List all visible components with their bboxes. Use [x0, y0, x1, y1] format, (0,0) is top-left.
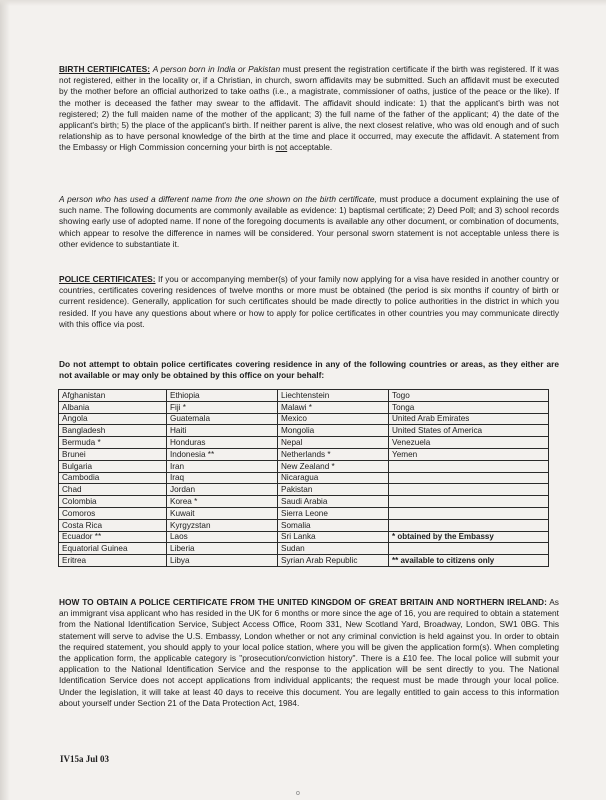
table-row [59, 425, 549, 437]
country-table [58, 389, 549, 567]
table-cell: United States of America [389, 425, 549, 437]
table-cell: Netherlands * [278, 448, 389, 460]
table-cell: Nepal [278, 437, 389, 449]
table-row [59, 531, 549, 543]
birth-certificates-heading: BIRTH CERTIFICATES: [59, 64, 151, 74]
table-cell: Jordan [167, 484, 278, 496]
table-cell: Brunei [59, 448, 167, 460]
table-cell: Somalia [278, 519, 389, 531]
page-top-shadow [0, 0, 606, 6]
table-row [59, 543, 549, 555]
table-cell: Liberia [167, 543, 278, 555]
table-cell: Cambodia [59, 472, 167, 484]
different-name-paragraph [59, 194, 559, 250]
table-cell: Eritrea [59, 555, 167, 567]
table-cell: Korea * [167, 496, 278, 508]
table-cell [389, 472, 549, 484]
table-row [59, 413, 549, 425]
table-cell: Comoros [59, 507, 167, 519]
table-row [59, 484, 549, 496]
table-cell: Sri Lanka [278, 531, 389, 543]
table-row [59, 390, 549, 402]
table-cell: Indonesia ** [167, 448, 278, 460]
table-cell: Iran [167, 460, 278, 472]
table-cell: ** available to citizens only [389, 555, 549, 567]
table-cell [389, 519, 549, 531]
table-cell [389, 484, 549, 496]
police-certificates-paragraph [59, 274, 559, 330]
table-cell: Sierra Leone [278, 507, 389, 519]
table-cell: Pakistan [278, 484, 389, 496]
uk-police-text: As an immigrant visa applicant who has resided in the UK for 6 months or more since the age of 16, you are required to obtain a statement from the National Identification Service, Subject Access Office, Room 331, New Scotland Yard, Broadway, London, SW1 0BG. This statement will serve to advise the U.S. Embassy, London whether or not any criminal conviction is held against you. In order to obtain the required statement, you should apply to your local police station, where you will be given the application form(s). When completing the application form, the applicable category is "prosecution/conviction history". There is a £10 fee. The local police will submit your application to the National Identification Service and the response to the application will be sent directly to you. The National Identification Service does not accept applications from individual applicants; the request must be made through your local police. Under the legislation, it will take at least 40 days to receive this document. You are legally entitled to gain access to this information about yourself under Section 21 of the Data Protection Act, 1984. [59, 597, 559, 708]
table-cell: Costa Rica [59, 519, 167, 531]
table-cell: Ethiopia [167, 390, 278, 402]
birth-certificates-lead: A person born in India or Pakistan [152, 64, 281, 74]
table-cell: * obtained by the Embassy [389, 531, 549, 543]
table-row [59, 460, 549, 472]
table-cell: Sudan [278, 543, 389, 555]
birth-certificates-paragraph [59, 64, 559, 154]
birth-certificates-ending: acceptable. [287, 142, 333, 153]
table-cell: Venezuela [389, 437, 549, 449]
table-row [59, 472, 549, 484]
table-cell: Kyrgyzstan [167, 519, 278, 531]
table-cell: Equatorial Guinea [59, 543, 167, 555]
table-cell: Mexico [278, 413, 389, 425]
form-code: IV15a Jul 03 [60, 754, 110, 764]
country-warning: Do not attempt to obtain police certificates covering residence in any of the following countries or areas, as they either are not available or may only be obtained by this office on your behalf: [59, 359, 559, 381]
table-cell: Iraq [167, 472, 278, 484]
table-cell: Honduras [167, 437, 278, 449]
table-row [59, 448, 549, 460]
table-cell: New Zealand * [278, 460, 389, 472]
table-row [59, 401, 549, 413]
table-cell: Tonga [389, 401, 549, 413]
table-cell: Angola [59, 413, 167, 425]
table-cell: Bulgaria [59, 460, 167, 472]
table-cell [389, 496, 549, 508]
table-cell: Kuwait [167, 507, 278, 519]
country-table-body [59, 390, 549, 567]
table-cell [389, 507, 549, 519]
table-cell: Malawi * [278, 401, 389, 413]
page-mark: o [296, 790, 300, 797]
uk-police-paragraph [59, 597, 559, 709]
table-row [59, 555, 549, 567]
not-emphasis: not [275, 142, 288, 153]
page-edge-shadow [0, 0, 10, 800]
police-certificates-heading: POLICE CERTIFICATES: [59, 274, 156, 284]
table-cell: Ecuador ** [59, 531, 167, 543]
table-cell: Fiji * [167, 401, 278, 413]
table-cell: Albania [59, 401, 167, 413]
table-row [59, 437, 549, 449]
table-cell [389, 460, 549, 472]
table-cell: Mongolia [278, 425, 389, 437]
table-cell: Chad [59, 484, 167, 496]
table-row [59, 496, 549, 508]
table-cell: United Arab Emirates [389, 413, 549, 425]
table-cell: Colombia [59, 496, 167, 508]
table-cell: Saudi Arabia [278, 496, 389, 508]
table-cell: Laos [167, 531, 278, 543]
table-cell: Haiti [167, 425, 278, 437]
table-cell [389, 543, 549, 555]
table-cell: Bangladesh [59, 425, 167, 437]
table-cell: Libya [167, 555, 278, 567]
uk-police-heading: HOW TO OBTAIN A POLICE CERTIFICATE FROM THE UNITED KINGDOM OF GREAT BRITAIN AND NORTHERN IRELAND: [59, 597, 547, 607]
table-cell: Liechtenstein [278, 390, 389, 402]
table-cell: Guatemala [167, 413, 278, 425]
table-cell: Bermuda * [59, 437, 167, 449]
table-row [59, 507, 549, 519]
police-certificates-text: If you or accompanying member(s) of your family now applying for a visa have resided in another country or countries, certificates covering residences of twelve months or more must be obtained (the period is six months if country of birth or current residence). Generally, application for such certificates should be made directly to police authorities in the district in which you resided. If you have any questions about where or how to apply for police certificates in other countries you may communicate directly with this office via post. [59, 274, 559, 329]
different-name-text: must produce a document explaining the use of such name. The following documents are commonly available as evidence: 1) baptismal certificate; 2) Deed Poll; and 3) school records showing early use of adopted name. If none of the foregoing documents is available any other document, or combination of documents, which appear to resolve the difference in names will be considered. Your personal sworn statement is not acceptable unless there is other evidence to substantiate it. [59, 194, 559, 249]
table-cell: Togo [389, 390, 549, 402]
table-cell: Syrian Arab Republic [278, 555, 389, 567]
different-name-lead: A person who has used a different name from the one shown on the birth certificate, [59, 194, 377, 204]
birth-certificates-text: must present the registration certificate if the birth was registered. If it was not registered, either in the locality or, if a Christian, in church, sworn affidavits may be submitted. Such an affidavit must be executed by the mother before an official authorized to take oaths (i.e., a magistrate, commissioner of oaths, justice of the peace or the like). If the mother is deceased the father may swear to the affidavit. The affidavit should indicate: 1) that the applicant's birth was not registered; 2) the full maiden name of the mother of the applicant; 3) the full name of the father of the applicant; 4) the date of the applicant's birth; 5) the place of the applicant's birth. If neither parent is alive, the next closest relative, who was old enough and of such relationship as to have personal knowledge of the birth at the time and place it occurred, may execute the affidavit. A statement from the Embassy or High Commission concerning your birth is [59, 64, 559, 153]
table-cell: Yemen [389, 448, 549, 460]
table-cell: Nicaragua [278, 472, 389, 484]
table-row [59, 519, 549, 531]
table-cell: Afghanistan [59, 390, 167, 402]
